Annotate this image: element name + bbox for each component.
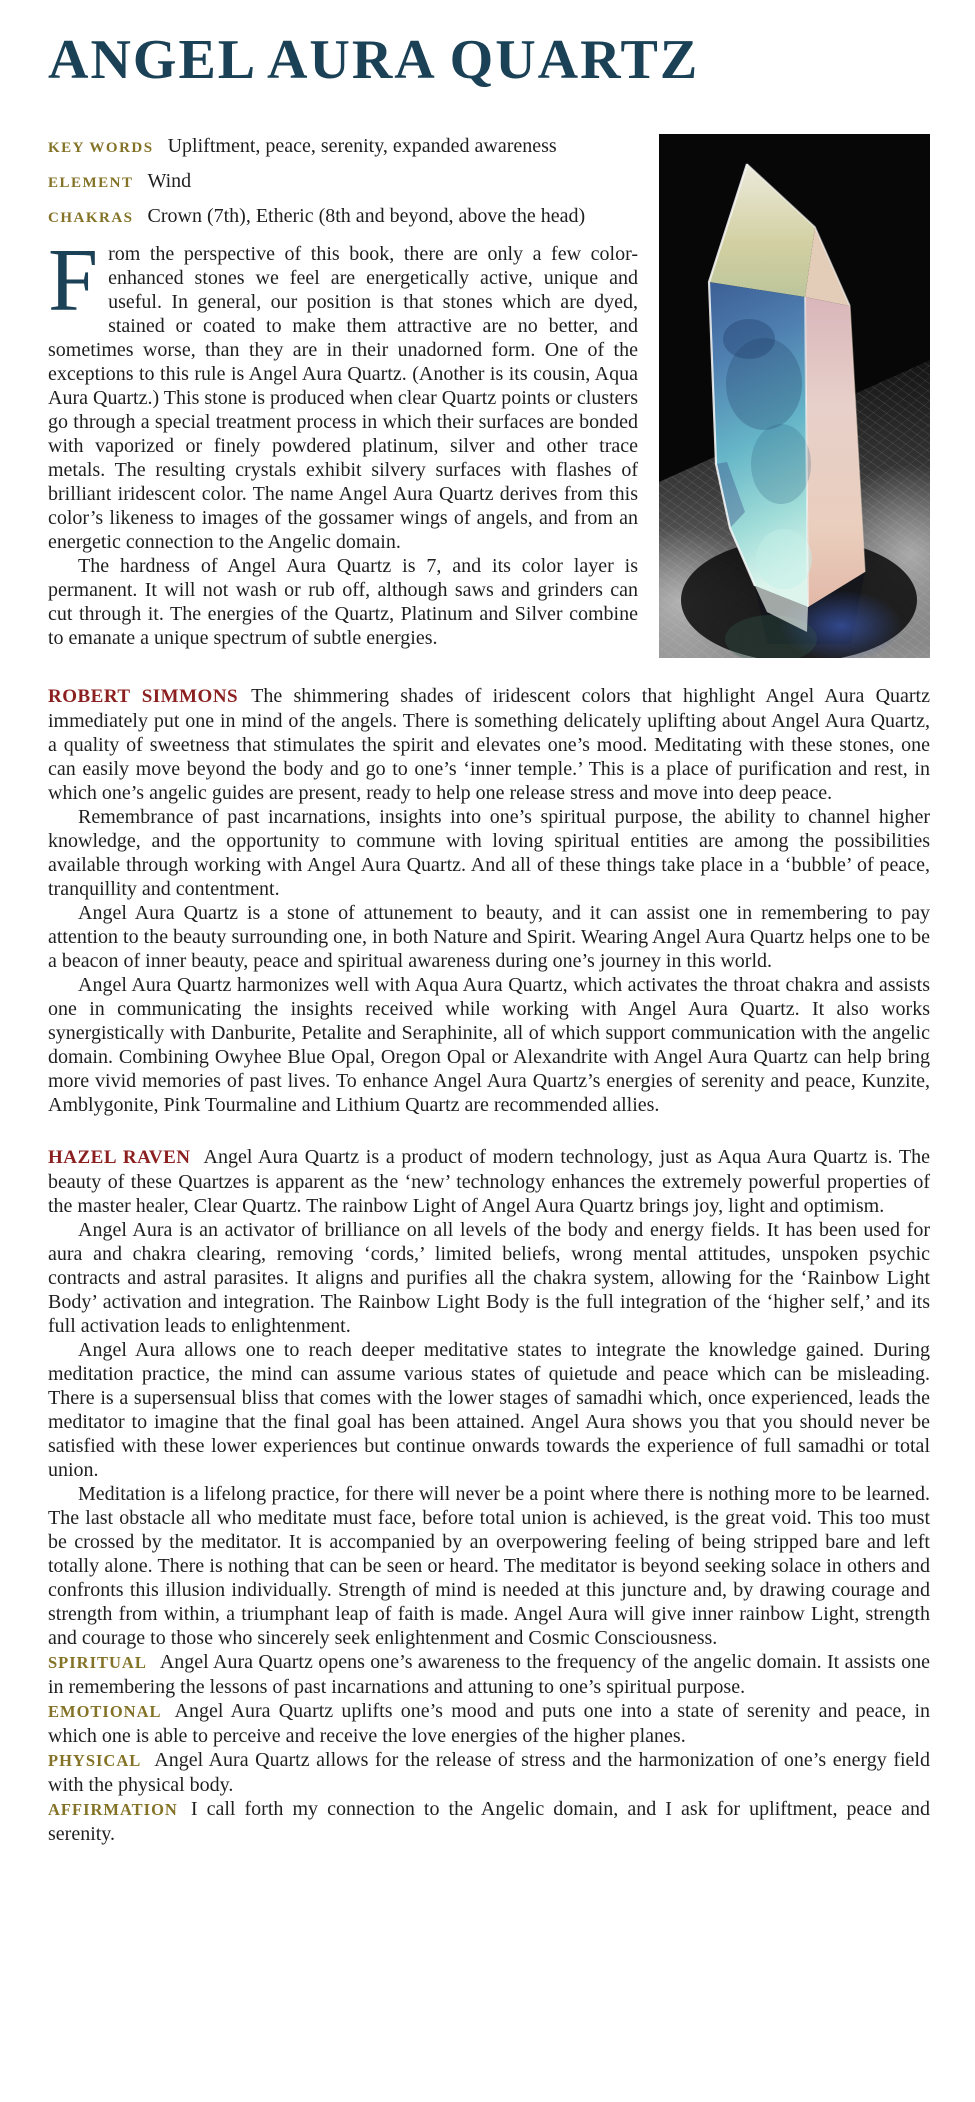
closing-text: Angel Aura Quartz allows for the release of stress and the harmonization of one’s energy field with the physical body. xyxy=(48,1749,930,1797)
property-label: CHAKRAS xyxy=(48,210,134,227)
page-title: ANGEL AURA QUARTZ xyxy=(48,29,700,91)
closing-text: I call forth my connection to the Angelic domain, and I ask for upliftment, peace and serenity. xyxy=(48,1798,930,1846)
section-robert-simmons xyxy=(48,684,930,1117)
section-paragraph: Angel Aura Quartz is a stone of attunement to beauty, and it can assist one in remembering to pay attention to the beauty surrounding one, in both Nature and Spirit. Wearing Angel Aura Quartz helps one to be a beacon of inner beauty, peace and spiritual awareness during one’s journey in this world. xyxy=(48,902,930,973)
author-heading: ROBERT SIMMONS xyxy=(48,686,239,708)
text-column xyxy=(48,134,638,650)
property-row-keywords xyxy=(48,134,638,160)
closing-label: SPIRITUAL xyxy=(48,1653,147,1673)
closing-text: Angel Aura Quartz opens one’s awareness to the frequency of the angelic domain. It assists one in remembering the lessons of past incarnations and attuning to one’s spiritual purpose. xyxy=(48,1651,930,1699)
author-heading: HAZEL RAVEN xyxy=(48,1147,191,1169)
section-paragraph xyxy=(48,1145,930,1218)
closing-paragraph-affirmation xyxy=(48,1797,930,1846)
closing-block xyxy=(48,1650,930,1846)
closing-text: Angel Aura Quartz uplifts one’s mood and puts one into a state of serenity and peace, in which one is able to perceive and receive the love energies of the higher planes. xyxy=(48,1700,930,1748)
closing-paragraph-emotional xyxy=(48,1699,930,1748)
property-value: Upliftment, peace, serenity, expanded awareness xyxy=(167,135,557,158)
drop-cap: F xyxy=(48,231,99,331)
closing-label: PHYSICAL xyxy=(48,1751,142,1771)
section-paragraph: Angel Aura is an activator of brilliance on all levels of the body and energy fields. It has been used for aura and chakra clearing, removing ‘cords,’ limited beliefs, wrong mental attitudes, unspoken psychic contracts and astral parasites. It aligns and purifies all the chakra system, allowing for the ‘Rainbow Light Body’ activation and integration. The Rainbow Light Body is the full integration of the ‘higher self,’ and its full activation leads to enlightenment. xyxy=(48,1219,930,1338)
intro-paragraph-1 xyxy=(48,231,638,554)
closing-paragraph-spiritual xyxy=(48,1650,930,1699)
section-paragraph: Angel Aura allows one to reach deeper meditative states to integrate the knowledge gained. During meditation practice, the mind can assume various states of quietude and peace which can be misleading. There is a supersensual bliss that comes with the lower stages of samadhi which, once experienced, leads the meditator to imagine that the final goal has been attained. Angel Aura shows you that you should never be satisfied with these lower experiences but continue onwards towards the experience of full samadhi or total union. xyxy=(48,1339,930,1482)
property-value: Crown (7th), Etheric (8th and beyond, above the head) xyxy=(147,205,586,228)
property-row-chakras xyxy=(48,204,638,230)
crystal-photo xyxy=(659,134,930,658)
property-label: ELEMENT xyxy=(48,175,134,192)
intro-text-1: rom the perspective of this book, there are only a few color-enhanced stones we feel are energetically active, unique and useful. In general, our position is that stones which are dyed, stained or coated to make them attractive are no better, and sometimes worse, than they are in their unadorned form. One of the exceptions to this rule is Angel Aura Quartz. (Another is its cousin, Aqua Aura Quartz.) This stone is produced when clear Quartz points or clusters go through a special treatment process in which their surfaces are bonded with vaporized or finely powdered platinum, silver and other trace metals. The resulting crystals exhibit silvery surfaces with flashes of brilliant iridescent color. The name Angel Aura Quartz derives from this color’s likeness to images of the gossamer wings of angels, and from an energetic connection to the Angelic domain. xyxy=(48,243,638,554)
section-text: Angel Aura Quartz is a product of modern technology, just as Aqua Aura Quartz is. The beauty of these Quartzes is apparent as the ‘new’ technology enhances the extremely powerful properties of the master healer, Clear Quartz. The rainbow Light of Angel Aura Quartz brings joy, light and optimism. xyxy=(48,1146,930,1218)
closing-label: AFFIRMATION xyxy=(48,1800,178,1820)
property-value: Wind xyxy=(147,170,192,193)
section-paragraph: Remembrance of past incarnations, insights into one’s spiritual purpose, the ability to channel higher knowledge, and the opportunity to commune with loving spiritual entities are among the possibilities available through working with Angel Aura Quartz. And all of these things take place in a ‘bubble’ of peace, tranquillity and contentment. xyxy=(48,806,930,901)
section-paragraph: Angel Aura Quartz harmonizes well with Aqua Aura Quartz, which activates the throat chakra and assists one in communicating the insights received while working with Angel Aura Quartz. It also works synergistically with Danburite, Petalite and Seraphinite, all of which support communication with the angelic domain. Combining Owyhee Blue Opal, Oregon Opal or Alexandrite with Angel Aura Quartz can help bring more vivid memories of past lives. To enhance Angel Aura Quartz’s energies of serenity and peace, Kunzite, Amblygonite, Pink Tourmaline and Lithium Quartz are recommended allies. xyxy=(48,974,930,1117)
closing-label: EMOTIONAL xyxy=(48,1702,162,1722)
property-label: KEY WORDS xyxy=(48,140,154,157)
closing-paragraph-physical xyxy=(48,1748,930,1797)
top-content-row xyxy=(48,134,930,658)
section-paragraph xyxy=(48,684,930,805)
crystal-illustration xyxy=(659,134,930,658)
property-row-element xyxy=(48,169,638,195)
properties-block xyxy=(48,134,638,230)
intro-paragraph-2: The hardness of Angel Aura Quartz is 7, and its color layer is permanent. It will not wash or rub off, although saws and grinders can cut through it. The energies of the Quartz, Platinum and Silver combine to emanate a unique spectrum of subtle energies. xyxy=(48,555,638,650)
section-paragraph: Meditation is a lifelong practice, for there will never be a point where there is nothing more to be learned. The last obstacle all who meditate must face, before total union is achieved, is the great void. This too must be crossed by the meditator. It is accompanied by an overpowering feeling of being stripped bare and left totally alone. There is nothing that can be seen or heard. The meditator is beyond seeking solace in others and confronts this illusion individually. Strength of mind is needed at this juncture and, by drawing courage and strength from within, a triumphant leap of faith is made. Angel Aura will give inner rainbow Light, strength and courage to those who sincerely seek enlightenment and Cosmic Consciousness. xyxy=(48,1483,930,1650)
section-hazel-raven xyxy=(48,1145,930,1650)
section-text: The shimmering shades of iridescent colors that highlight Angel Aura Quartz immediately put one in mind of the angels. There is something delicately uplifting about Angel Aura Quartz, a quality of sweetness that stimulates the spirit and elevates one’s mood. Meditating with these stones, one can easily move beyond the body and go to one’s ‘inner temple.’ This is a place of purification and rest, in which one’s angelic guides are present, ready to help one release stress and move into deep peace. xyxy=(48,685,930,805)
